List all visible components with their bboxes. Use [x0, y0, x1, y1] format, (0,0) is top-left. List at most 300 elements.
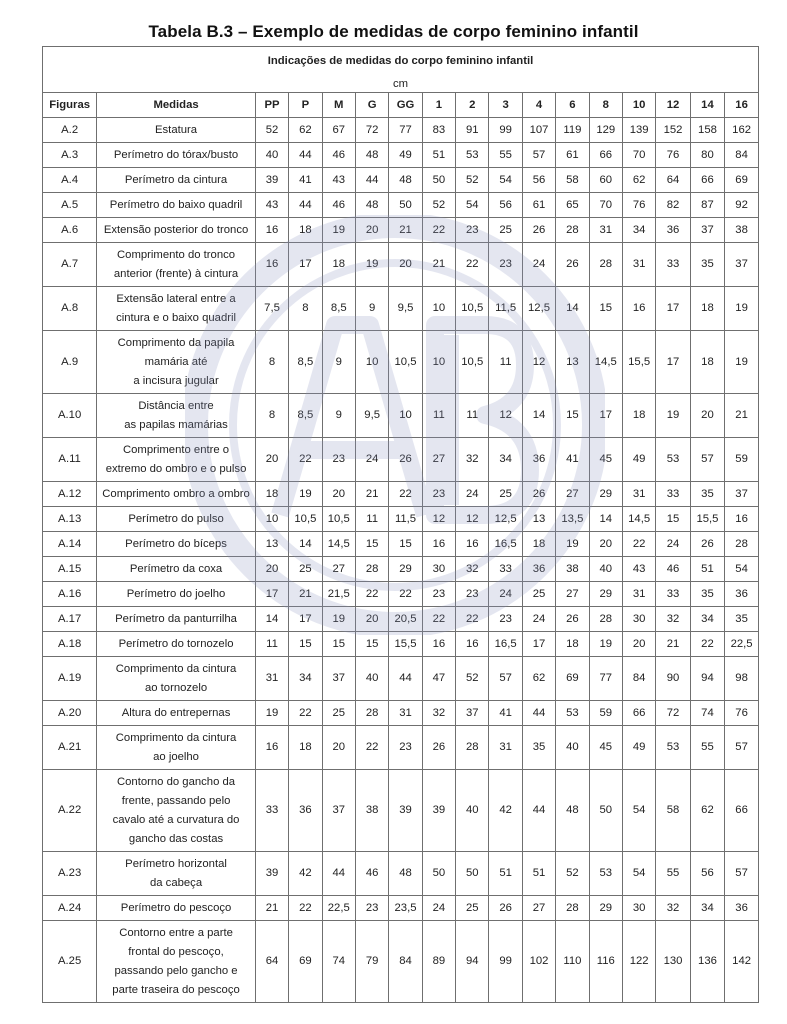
- value-cell: 48: [355, 193, 388, 218]
- value-cell: 98: [725, 657, 759, 701]
- value-cell: 17: [289, 243, 322, 287]
- value-cell: 29: [589, 896, 622, 921]
- value-cell: 89: [422, 921, 455, 1003]
- value-cell: 38: [556, 557, 589, 582]
- value-cell: 22: [289, 438, 322, 482]
- value-cell: 18: [289, 726, 322, 770]
- value-cell: 18: [690, 331, 724, 394]
- measure-line: ao tornozelo: [144, 681, 208, 694]
- value-cell: 16: [456, 632, 489, 657]
- value-cell: 11: [489, 331, 522, 394]
- measure-line: mamária até: [144, 355, 208, 368]
- value-cell: 14,5: [622, 507, 655, 532]
- value-cell: 87: [690, 193, 724, 218]
- value-cell: 52: [456, 168, 489, 193]
- value-cell: 54: [456, 193, 489, 218]
- measure-line: parte traseira do pescoço: [112, 983, 240, 996]
- value-cell: 9,5: [389, 287, 422, 331]
- value-cell: 31: [589, 218, 622, 243]
- value-cell: 22: [289, 896, 322, 921]
- measure-line: anterior (frente) à cintura: [113, 267, 239, 280]
- value-cell: 31: [255, 657, 288, 701]
- value-cell: 69: [289, 921, 322, 1003]
- value-cell: 40: [456, 770, 489, 852]
- measure-line: ao joelho: [153, 750, 199, 763]
- value-cell: 52: [556, 852, 589, 896]
- value-cell: 22: [422, 218, 455, 243]
- value-cell: 10,5: [289, 507, 322, 532]
- figure-cell: A.4: [43, 168, 97, 193]
- value-cell: 37: [322, 657, 355, 701]
- value-cell: 39: [422, 770, 455, 852]
- value-cell: 47: [422, 657, 455, 701]
- value-cell: 54: [489, 168, 522, 193]
- value-cell: 42: [289, 852, 322, 896]
- measure-line: Perímetro do pescoço: [120, 901, 232, 914]
- value-cell: 15: [355, 632, 388, 657]
- value-cell: 22: [389, 582, 422, 607]
- value-cell: 13: [556, 331, 589, 394]
- value-cell: 65: [556, 193, 589, 218]
- value-cell: 70: [589, 193, 622, 218]
- measure-cell: [97, 726, 256, 770]
- table-row: [43, 193, 759, 218]
- value-cell: 25: [289, 557, 322, 582]
- value-cell: 92: [725, 193, 759, 218]
- value-cell: 12: [522, 331, 555, 394]
- value-cell: 10: [389, 394, 422, 438]
- value-cell: 10,5: [322, 507, 355, 532]
- value-cell: 44: [389, 657, 422, 701]
- value-cell: 39: [255, 168, 288, 193]
- value-cell: 62: [289, 118, 322, 143]
- value-cell: 28: [355, 701, 388, 726]
- value-cell: 84: [622, 657, 655, 701]
- measure-cell: [97, 852, 256, 896]
- value-cell: 10,5: [456, 287, 489, 331]
- value-cell: 51: [522, 852, 555, 896]
- value-cell: 14: [255, 607, 288, 632]
- value-cell: 33: [255, 770, 288, 852]
- value-cell: 28: [355, 557, 388, 582]
- value-cell: 62: [622, 168, 655, 193]
- value-cell: 44: [322, 852, 355, 896]
- value-cell: 53: [589, 852, 622, 896]
- value-cell: 44: [522, 770, 555, 852]
- value-cell: 43: [322, 168, 355, 193]
- value-cell: 23: [422, 482, 455, 507]
- measure-line: Perímetro da coxa: [129, 562, 223, 575]
- measure-cell: [97, 438, 256, 482]
- table-row: [43, 118, 759, 143]
- value-cell: 8,5: [289, 331, 322, 394]
- value-cell: 23: [489, 243, 522, 287]
- measure-cell: [97, 532, 256, 557]
- column-header: Medidas: [97, 93, 256, 118]
- figure-cell: A.21: [43, 726, 97, 770]
- value-cell: 57: [489, 657, 522, 701]
- figure-cell: A.5: [43, 193, 97, 218]
- value-cell: 54: [622, 770, 655, 852]
- value-cell: 31: [389, 701, 422, 726]
- value-cell: 31: [622, 482, 655, 507]
- figure-cell: A.3: [43, 143, 97, 168]
- value-cell: 7,5: [255, 287, 288, 331]
- table-row: [43, 532, 759, 557]
- column-header: Figuras: [43, 93, 97, 118]
- value-cell: 10: [422, 287, 455, 331]
- value-cell: 54: [622, 852, 655, 896]
- table-row: [43, 726, 759, 770]
- value-cell: 20: [355, 218, 388, 243]
- value-cell: 11,5: [489, 287, 522, 331]
- measure-line: Perímetro do joelho: [126, 587, 226, 600]
- value-cell: 21: [422, 243, 455, 287]
- table-row: [43, 852, 759, 896]
- value-cell: 16: [422, 632, 455, 657]
- value-cell: 36: [656, 218, 690, 243]
- value-cell: 24: [522, 243, 555, 287]
- value-cell: 80: [690, 143, 724, 168]
- value-cell: 142: [725, 921, 759, 1003]
- measure-cell: [97, 507, 256, 532]
- value-cell: 84: [725, 143, 759, 168]
- value-cell: 64: [656, 168, 690, 193]
- value-cell: 49: [622, 438, 655, 482]
- value-cell: 20: [589, 532, 622, 557]
- value-cell: 58: [556, 168, 589, 193]
- value-cell: 28: [556, 218, 589, 243]
- value-cell: 16: [456, 532, 489, 557]
- value-cell: 99: [489, 118, 522, 143]
- value-cell: 119: [556, 118, 589, 143]
- value-cell: 18: [522, 532, 555, 557]
- value-cell: 14: [522, 394, 555, 438]
- value-cell: 17: [656, 287, 690, 331]
- value-cell: 9: [355, 287, 388, 331]
- value-cell: 53: [456, 143, 489, 168]
- value-cell: 22: [422, 607, 455, 632]
- value-cell: 15: [589, 287, 622, 331]
- value-cell: 14: [289, 532, 322, 557]
- figure-cell: A.20: [43, 701, 97, 726]
- measure-line: cavalo até a curvatura do: [112, 813, 240, 826]
- value-cell: 21,5: [322, 582, 355, 607]
- value-cell: 35: [522, 726, 555, 770]
- value-cell: 10: [255, 507, 288, 532]
- value-cell: 50: [589, 770, 622, 852]
- value-cell: 32: [656, 607, 690, 632]
- value-cell: 57: [690, 438, 724, 482]
- value-cell: 53: [656, 438, 690, 482]
- value-cell: 122: [622, 921, 655, 1003]
- measure-line: Comprimento do tronco: [117, 248, 236, 261]
- value-cell: 25: [489, 218, 522, 243]
- value-cell: 70: [622, 143, 655, 168]
- value-cell: 54: [725, 557, 759, 582]
- measure-line: a incisura jugular: [133, 374, 219, 387]
- value-cell: 24: [456, 482, 489, 507]
- value-cell: 77: [389, 118, 422, 143]
- figure-cell: A.23: [43, 852, 97, 896]
- value-cell: 37: [725, 482, 759, 507]
- value-cell: 26: [522, 482, 555, 507]
- measure-cell: [97, 921, 256, 1003]
- column-header: P: [289, 93, 322, 118]
- value-cell: 23: [489, 607, 522, 632]
- value-cell: 51: [422, 143, 455, 168]
- value-cell: 139: [622, 118, 655, 143]
- table-row: [43, 143, 759, 168]
- value-cell: 35: [690, 482, 724, 507]
- value-cell: 27: [556, 482, 589, 507]
- value-cell: 35: [690, 582, 724, 607]
- column-header: PP: [255, 93, 288, 118]
- value-cell: 36: [725, 896, 759, 921]
- value-cell: 22: [355, 726, 388, 770]
- table-unit: cm: [43, 76, 759, 93]
- value-cell: 18: [255, 482, 288, 507]
- value-cell: 25: [522, 582, 555, 607]
- column-header: GG: [389, 93, 422, 118]
- measure-line: Comprimento da cintura: [115, 662, 237, 675]
- table-row: [43, 438, 759, 482]
- table-row: [43, 168, 759, 193]
- value-cell: 19: [656, 394, 690, 438]
- measure-line: Comprimento entre o: [122, 443, 230, 456]
- value-cell: 19: [289, 482, 322, 507]
- measure-line: as papilas mamárias: [124, 418, 228, 431]
- column-header: 16: [725, 93, 759, 118]
- value-cell: 20: [389, 243, 422, 287]
- value-cell: 15: [556, 394, 589, 438]
- value-cell: 116: [589, 921, 622, 1003]
- value-cell: 38: [725, 218, 759, 243]
- table-row: [43, 243, 759, 287]
- value-cell: 11,5: [389, 507, 422, 532]
- value-cell: 37: [690, 218, 724, 243]
- table-super-header: Indicações de medidas do corpo feminino infantil: [43, 47, 759, 77]
- value-cell: 12: [489, 394, 522, 438]
- value-cell: 8: [255, 394, 288, 438]
- measure-line: Perímetro do pulso: [128, 512, 224, 525]
- value-cell: 11: [255, 632, 288, 657]
- value-cell: 23: [456, 582, 489, 607]
- measure-line: Perímetro do bíceps: [125, 537, 227, 550]
- measure-line: Perímetro do baixo quadril: [109, 198, 243, 211]
- table-row: [43, 218, 759, 243]
- value-cell: 44: [522, 701, 555, 726]
- value-cell: 102: [522, 921, 555, 1003]
- value-cell: 16: [725, 507, 759, 532]
- measure-line: passando pelo gancho e: [114, 964, 238, 977]
- value-cell: 83: [422, 118, 455, 143]
- value-cell: 33: [656, 582, 690, 607]
- value-cell: 24: [355, 438, 388, 482]
- table-row: [43, 394, 759, 438]
- value-cell: 66: [622, 701, 655, 726]
- value-cell: 17: [289, 607, 322, 632]
- measure-line: Comprimento da cintura: [115, 731, 237, 744]
- measure-cell: [97, 657, 256, 701]
- measure-cell: [97, 701, 256, 726]
- column-header: 2: [456, 93, 489, 118]
- value-cell: 30: [622, 896, 655, 921]
- measure-line: Altura do entrepernas: [121, 706, 231, 719]
- value-cell: 55: [690, 726, 724, 770]
- value-cell: 16: [422, 532, 455, 557]
- value-cell: 23,5: [389, 896, 422, 921]
- column-header: 10: [622, 93, 655, 118]
- value-cell: 48: [556, 770, 589, 852]
- value-cell: 26: [556, 243, 589, 287]
- figure-cell: A.19: [43, 657, 97, 701]
- value-cell: 28: [589, 607, 622, 632]
- figure-cell: A.12: [43, 482, 97, 507]
- measure-cell: [97, 582, 256, 607]
- value-cell: 49: [389, 143, 422, 168]
- value-cell: 67: [322, 118, 355, 143]
- value-cell: 20: [322, 726, 355, 770]
- value-cell: 84: [389, 921, 422, 1003]
- value-cell: 66: [690, 168, 724, 193]
- measure-line: Estatura: [155, 123, 198, 136]
- column-header: M: [322, 93, 355, 118]
- measure-line: da cabeça: [149, 876, 203, 889]
- figure-cell: A.6: [43, 218, 97, 243]
- value-cell: 15: [656, 507, 690, 532]
- value-cell: 52: [255, 118, 288, 143]
- value-cell: 8,5: [322, 287, 355, 331]
- value-cell: 19: [725, 331, 759, 394]
- value-cell: 40: [556, 726, 589, 770]
- value-cell: 44: [355, 168, 388, 193]
- value-cell: 18: [322, 243, 355, 287]
- value-cell: 76: [656, 143, 690, 168]
- figure-cell: A.11: [43, 438, 97, 482]
- value-cell: 32: [456, 438, 489, 482]
- measure-line: Distância entre: [138, 399, 214, 412]
- figure-cell: A.7: [43, 243, 97, 287]
- value-cell: 56: [690, 852, 724, 896]
- value-cell: 37: [725, 243, 759, 287]
- value-cell: 22,5: [322, 896, 355, 921]
- value-cell: 53: [556, 701, 589, 726]
- value-cell: 16: [255, 218, 288, 243]
- value-cell: 44: [289, 193, 322, 218]
- value-cell: 50: [422, 852, 455, 896]
- column-header: 6: [556, 93, 589, 118]
- value-cell: 23: [322, 438, 355, 482]
- measure-cell: [97, 118, 256, 143]
- value-cell: 20: [255, 557, 288, 582]
- value-cell: 72: [656, 701, 690, 726]
- value-cell: 77: [589, 657, 622, 701]
- value-cell: 58: [656, 770, 690, 852]
- value-cell: 22: [355, 582, 388, 607]
- value-cell: 33: [656, 243, 690, 287]
- value-cell: 10: [422, 331, 455, 394]
- value-cell: 55: [656, 852, 690, 896]
- value-cell: 39: [389, 770, 422, 852]
- measure-cell: [97, 287, 256, 331]
- column-header: 1: [422, 93, 455, 118]
- value-cell: 15: [322, 632, 355, 657]
- value-cell: 11: [456, 394, 489, 438]
- value-cell: 40: [255, 143, 288, 168]
- value-cell: 48: [389, 852, 422, 896]
- measure-cell: [97, 218, 256, 243]
- measure-line: frontal do pescoço,: [128, 945, 224, 958]
- measure-line: Perímetro do tornozelo: [118, 637, 234, 650]
- value-cell: 49: [622, 726, 655, 770]
- value-cell: 19: [355, 243, 388, 287]
- measure-line: Extensão posterior do tronco: [103, 223, 249, 236]
- value-cell: 130: [656, 921, 690, 1003]
- value-cell: 22: [456, 243, 489, 287]
- measure-cell: [97, 394, 256, 438]
- value-cell: 16,5: [489, 532, 522, 557]
- value-cell: 30: [422, 557, 455, 582]
- value-cell: 107: [522, 118, 555, 143]
- value-cell: 12,5: [522, 287, 555, 331]
- measure-line: Comprimento ombro a ombro: [102, 487, 250, 500]
- value-cell: 18: [622, 394, 655, 438]
- value-cell: 39: [255, 852, 288, 896]
- value-cell: 11: [422, 394, 455, 438]
- column-header-row: [43, 93, 759, 118]
- value-cell: 21: [255, 896, 288, 921]
- table-row: [43, 896, 759, 921]
- value-cell: 46: [656, 557, 690, 582]
- value-cell: 28: [456, 726, 489, 770]
- value-cell: 30: [622, 607, 655, 632]
- value-cell: 14: [589, 507, 622, 532]
- measure-cell: [97, 331, 256, 394]
- measure-line: extremo do ombro e o pulso: [105, 462, 247, 475]
- table-row: [43, 287, 759, 331]
- value-cell: 22,5: [725, 632, 759, 657]
- table-row: [43, 582, 759, 607]
- value-cell: 17: [255, 582, 288, 607]
- value-cell: 13,5: [556, 507, 589, 532]
- value-cell: 61: [556, 143, 589, 168]
- table-row: [43, 507, 759, 532]
- value-cell: 21: [656, 632, 690, 657]
- value-cell: 50: [389, 193, 422, 218]
- table-row: [43, 701, 759, 726]
- value-cell: 22: [289, 701, 322, 726]
- value-cell: 69: [725, 168, 759, 193]
- figure-cell: A.2: [43, 118, 97, 143]
- column-header: 14: [690, 93, 724, 118]
- value-cell: 27: [522, 896, 555, 921]
- value-cell: 34: [622, 218, 655, 243]
- value-cell: 52: [456, 657, 489, 701]
- value-cell: 36: [289, 770, 322, 852]
- value-cell: 26: [422, 726, 455, 770]
- value-cell: 15: [355, 532, 388, 557]
- value-cell: 8,5: [289, 394, 322, 438]
- value-cell: 22: [690, 632, 724, 657]
- value-cell: 32: [422, 701, 455, 726]
- value-cell: 152: [656, 118, 690, 143]
- figure-cell: A.15: [43, 557, 97, 582]
- value-cell: 46: [322, 193, 355, 218]
- value-cell: 37: [456, 701, 489, 726]
- value-cell: 69: [556, 657, 589, 701]
- value-cell: 28: [589, 243, 622, 287]
